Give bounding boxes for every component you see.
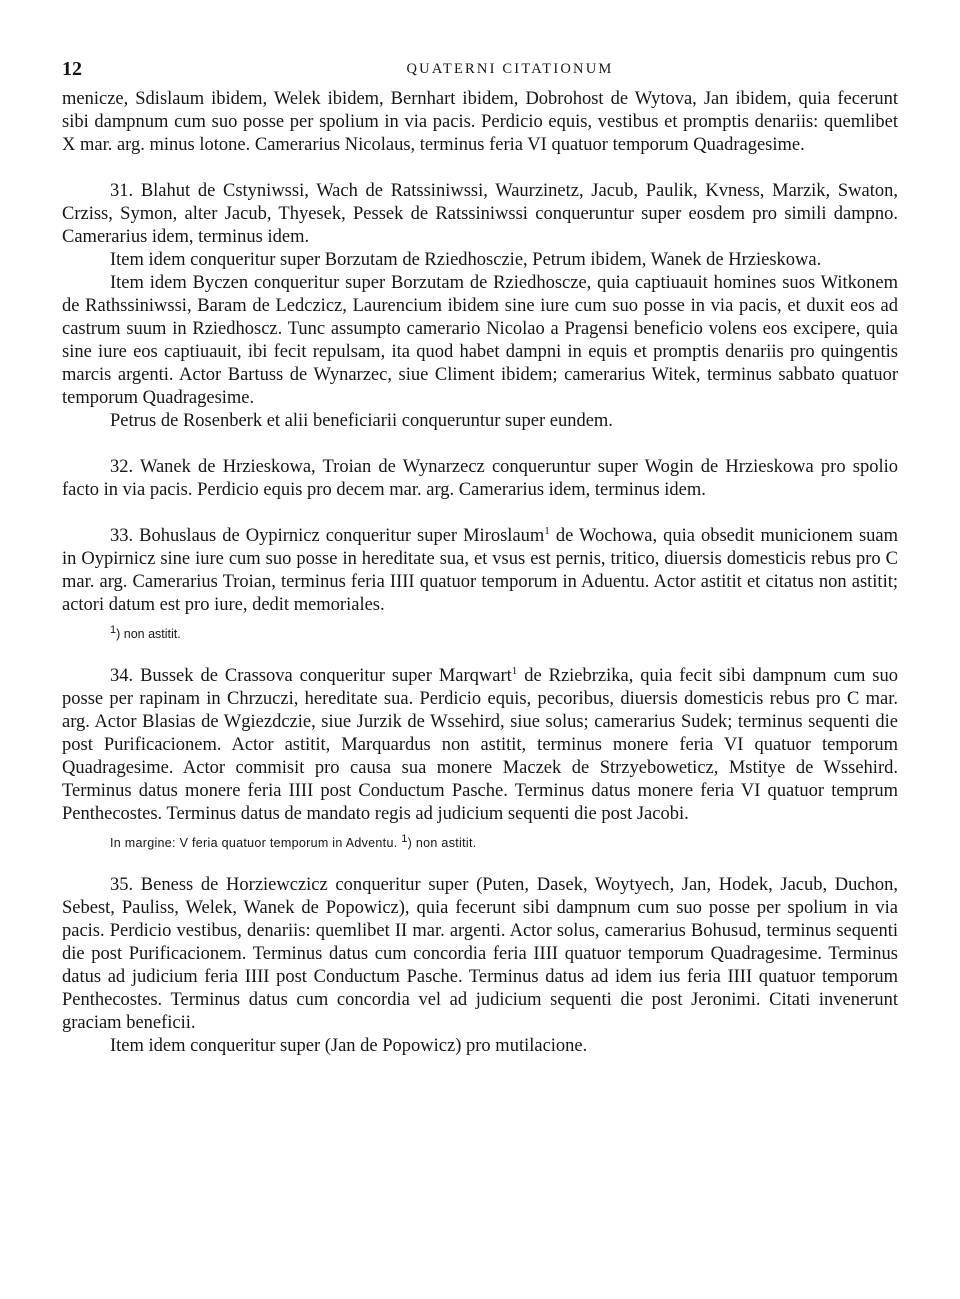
entry-35 — [62, 874, 898, 1058]
footnote-number: 1 — [401, 832, 408, 845]
paragraph-text: 33. Bohuslaus de Oypirnicz conqueritur super Miroslaum — [110, 526, 545, 546]
entry-33 — [62, 525, 898, 642]
document-page — [62, 58, 898, 1081]
page-header — [62, 58, 898, 88]
footnote-marker: 1 — [511, 664, 518, 677]
entry-34 — [62, 665, 898, 851]
paragraph-text: 34. Bussek de Crassova conqueritur super Marqwart — [110, 666, 512, 686]
paragraph: Item idem conqueritur super Borzutam de Rziedhosczie, Petrum ibidem, Wanek de Hrzieskowa. — [110, 250, 822, 270]
entry-31 — [62, 180, 898, 433]
paragraph — [62, 525, 898, 617]
paragraph: Item idem conqueritur super (Jan de Popowicz) pro mutilacione. — [110, 1036, 588, 1056]
paragraph-text: de Rziebrzika, quia fecit sibi dampnum cum suo posse per rapinam in Chrzuczi, hereditate sua. Perdicio equis, pecoribus, diuersis domesticis rebus pro C mar. arg. Actor Blasias de Wgiezdczie, siue Jurzik de Wssehird, siue solus; camerarius Sudek; terminus sequenti die post Purificacionem. Actor astitit, Marquardus non astitit, terminus monere feria VI quatuor temporum Quadragesime. Actor commisit pro causa sua monere Maczek de Strzyeboweticz, Mstitye de Wssehird. Terminus datus monere feria IIII post Conductum Pasche. Terminus datus monere feria VI quatuor temprum Penthecostes. Terminus datus de mandato regis ad judicium sequenti die post Jacobi. — [62, 666, 898, 824]
paragraph-text: de Wochowa, quia obsedit municionem suam in Oypirnicz sine iure cum suo posse in hereditate sua, et vsus est pernis, tritico, diuersis domesticis rebus pro C mar. arg. Camerarius Troian, terminus feria IIII quatuor temporum in Aduentu. Actor astitit et citatus non astitit; actori datum est pro iure, dedit memoriales. — [62, 526, 898, 615]
paragraph: 35. Beness de Horziewczicz conqueritur super (Puten, Dasek, Woytyech, Jan, Hodek, Jacub, Duchon, Sebest, Pauliss, Welek, Wanek de Popowicz), quia fecerunt sibi dampnum cum suo posse per spolium in via pacis. Perdicio vestibus, denariis: quemlibet II mar. argenti. Actor solus, camerarius Bohusud, terminus sequenti die post Purificacionem. Terminus datus cum concordia feria IIII quatuor temporum Quadragesime. Terminus datus ad judicium feria IIII post Conductum Pasche. Terminus datus ad idem ius feria IIII quatuor temporum Penthecostes. Terminus datus cum concordia vel ad judicium sequenti die post Jeronimi. Citati invenerunt graciam beneficii. — [62, 875, 898, 1033]
paragraph: menicze, Sdislaum ibidem, Welek ibidem, Bernhart ibidem, Dobrohost de Wytova, Jan ibidem, quia fecerunt sibi dampnum cum suo posse per spolium in via pacis. Perdicio equis, vestibus et promptis denariis: quemlibet X mar. arg. minus lotone. Camerarius Nicolaus, terminus feria VI quatuor temporum Quadragesime. — [62, 89, 898, 155]
running-title: QUATERNI CITATIONUM — [406, 61, 614, 77]
paragraph — [62, 665, 898, 826]
footnote — [62, 623, 898, 642]
marginal-note — [62, 832, 898, 851]
footnote-marker: 1 — [544, 524, 550, 537]
footnote-text: ) non astitit. — [407, 836, 477, 850]
entry-32 — [62, 456, 898, 502]
marginal-note-text: In margine: V feria quatuor temporum in Adventu. — [110, 836, 402, 850]
footnote-text: ) non astitit. — [116, 627, 181, 641]
entry-continuation — [62, 88, 898, 157]
footnote-number: 1 — [110, 623, 117, 636]
page-number: 12 — [62, 58, 82, 80]
paragraph: 31. Blahut de Cstyniwssi, Wach de Ratssiniwssi, Waurzinetz, Jacub, Paulik, Kvness, Marzik, Swaton, Crziss, Symon, alter Jacub, Thyesek, Pessek de Ratssiniwssi conqueruntur super eosdem pro simili dampno. Camerarius idem, terminus idem. — [62, 181, 898, 247]
paragraph: Petrus de Rosenberk et alii beneficiarii conqueruntur super eundem. — [110, 411, 613, 431]
paragraph: 32. Wanek de Hrzieskowa, Troian de Wynarzecz conqueruntur super Wogin de Hrzieskowa pro spolio facto in via pacis. Perdicio equis pro decem mar. arg. Camerarius idem, terminus idem. — [62, 457, 898, 500]
paragraph: Item idem Byczen conqueritur super Borzutam de Rziedhoscze, quia captiuauit homines suos Witkonem de Rathssiniwssi, Baram de Ledczicz, Laurencium ibidem sine iure cum suo posse in via pacis, et duxit eos ad castrum suum in Rziedhoscz. Tunc assumpto camerario Nicolao a Pragensi beneficio volens eos excipere, quia sine iure eos captiuauit, ibi fecit repulsam, ita quod habet dampni in equis et promptis denariis pro quingentis marcis argenti. Actor Bartuss de Wynarzec, siue Climent ibidem; camerarius Witek, terminus sabbato quatuor temporum Quadragesime. — [62, 273, 898, 408]
